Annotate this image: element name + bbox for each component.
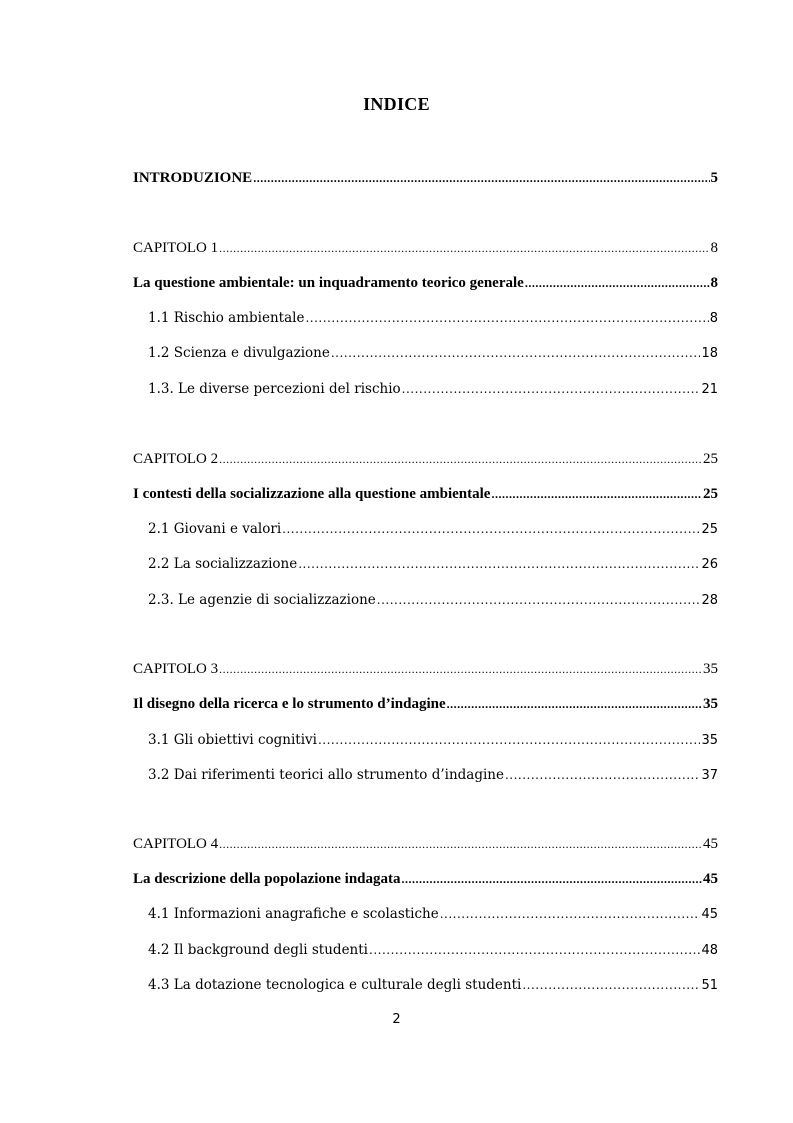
toc-entry-chapter-1-title[interactable]	[133, 275, 718, 295]
toc-entry-page: 25	[703, 486, 718, 502]
page-number: 2	[392, 1012, 401, 1027]
toc-entry-capitolo-1[interactable]	[133, 240, 718, 260]
toc-entry-chapter-2-title[interactable]	[133, 486, 718, 506]
toc-leader-dots	[440, 907, 701, 921]
toc-entry-page: 5	[710, 170, 718, 186]
toc-entry-text: CAPITOLO 1	[133, 240, 219, 256]
toc-entry-text: 4.1 Informazioni anagrafiche e scolastiche	[148, 906, 439, 922]
toc-entry-text: I contesti della socializzazione alla questione ambientale	[133, 486, 491, 502]
toc-entry-2-1[interactable]	[148, 521, 718, 541]
toc-entry-text: 4.3 La dotazione tecnologica e culturale degli studenti	[148, 977, 522, 993]
toc-leader-dots	[522, 978, 700, 992]
page-title: INDICE	[363, 94, 430, 114]
toc-leader-dots	[402, 382, 701, 396]
toc-leader-dots	[525, 276, 710, 291]
toc-leader-dots	[282, 522, 700, 536]
toc-entry-text: 3.1 Gli obiettivi cognitivi	[148, 732, 317, 748]
toc-entry-3-2[interactable]	[148, 767, 718, 787]
toc-entry-page: 25	[701, 522, 718, 537]
toc-entry-4-2[interactable]	[148, 942, 718, 962]
toc-entry-page: 8	[710, 275, 718, 291]
toc-leader-dots	[331, 346, 701, 360]
toc-entry-1-3[interactable]	[148, 381, 718, 401]
toc-leader-dots	[219, 837, 702, 852]
toc-entry-text: La descrizione della popolazione indagata	[133, 871, 401, 887]
toc-entry-text: Il disegno della ricerca e lo strumento d’indagine	[133, 696, 446, 712]
toc-entry-page: 8	[710, 240, 718, 256]
toc-entry-introduzione[interactable]	[133, 170, 718, 190]
toc-entry-text: CAPITOLO 4	[133, 836, 219, 852]
toc-entry-page: 18	[701, 346, 718, 361]
toc-leader-dots	[505, 768, 700, 782]
toc-entry-1-1[interactable]	[148, 310, 718, 330]
toc-entry-3-1[interactable]	[148, 732, 718, 752]
toc-entry-4-3[interactable]	[148, 977, 718, 997]
toc-entry-text: 2.3. Le agenzie di socializzazione	[148, 592, 376, 608]
toc-entry-page: 51	[701, 978, 718, 993]
toc-leader-dots	[298, 557, 700, 571]
toc-entry-4-1[interactable]	[148, 906, 718, 926]
toc-leader-dots	[318, 733, 700, 747]
toc-entry-page: 26	[701, 557, 718, 572]
toc-entry-page: 35	[701, 733, 718, 748]
toc-leader-dots	[369, 943, 700, 957]
toc-leader-dots	[305, 311, 708, 325]
toc-entry-page: 45	[703, 871, 718, 887]
toc-leader-dots	[253, 171, 709, 186]
toc-entry-page: 25	[703, 451, 718, 467]
toc-entry-2-3[interactable]	[148, 592, 718, 612]
toc-entry-page: 35	[703, 696, 718, 712]
toc-entry-text: La questione ambientale: un inquadramento teorico generale	[133, 275, 524, 291]
toc-entry-1-2[interactable]	[148, 345, 718, 365]
toc-entry-chapter-3-title[interactable]	[133, 696, 718, 716]
toc-entry-text: 1.1 Rischio ambientale	[148, 310, 305, 326]
toc-entry-page: 21	[701, 382, 718, 397]
toc-leader-dots	[491, 487, 702, 502]
toc-entry-2-2[interactable]	[148, 556, 718, 576]
toc-entry-text: CAPITOLO 2	[133, 451, 219, 467]
toc-leader-dots	[402, 872, 702, 887]
toc-entry-text: 1.3. Le diverse percezioni del rischio	[148, 381, 401, 397]
toc-entry-text: 1.2 Scienza e divulgazione	[148, 345, 330, 361]
toc-entry-page: 8	[709, 311, 718, 326]
toc-leader-dots	[219, 241, 709, 256]
toc-entry-page: 28	[701, 593, 718, 608]
toc-leader-dots	[219, 662, 702, 677]
toc-entry-capitolo-2[interactable]	[133, 451, 718, 471]
toc-entry-page: 37	[701, 768, 718, 783]
toc-entry-page: 35	[703, 661, 718, 677]
toc-entry-text: 3.2 Dai riferimenti teorici allo strumento d’indagine	[148, 767, 504, 783]
toc-entry-text: INTRODUZIONE	[133, 170, 253, 186]
toc-entry-text: CAPITOLO 3	[133, 661, 219, 677]
toc-entry-text: 2.1 Giovani e valori	[148, 521, 282, 537]
toc-leader-dots	[377, 593, 701, 607]
toc-entry-text: 2.2 La socializzazione	[148, 556, 298, 572]
toc-leader-dots	[447, 697, 702, 712]
toc-entry-page: 45	[701, 907, 718, 922]
toc-entry-text: 4.2 Il background degli studenti	[148, 942, 368, 958]
toc-entry-page: 45	[703, 836, 718, 852]
toc-entry-capitolo-4[interactable]	[133, 836, 718, 856]
toc-entry-chapter-4-title[interactable]	[133, 871, 718, 891]
toc-entry-page: 48	[701, 943, 718, 958]
toc-leader-dots	[219, 452, 702, 467]
toc-entry-capitolo-3[interactable]	[133, 661, 718, 681]
